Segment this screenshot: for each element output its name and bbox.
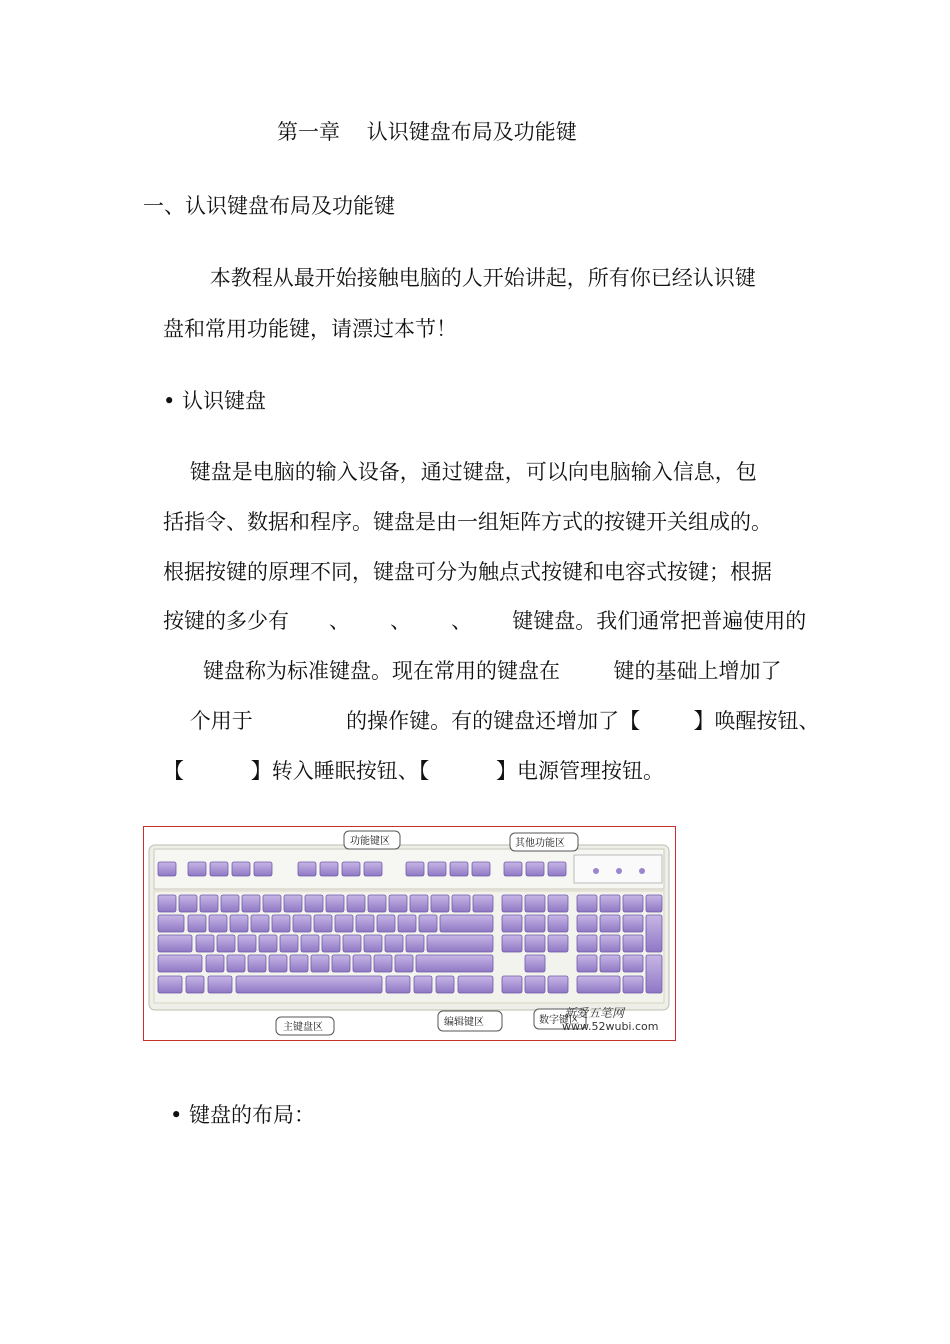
watermark-text: 新爱五笔网 [564,1006,625,1020]
watermark-url: www.52wubi.com [562,1020,659,1033]
callout-main-keyboard: 主键盘区 [283,1022,323,1033]
body-line-2: 括指令、数据和程序。键盘是由一组矩阵方式的按键开关组成的。 [163,510,772,534]
section-title: 一、认识键盘布局及功能键 [143,194,395,218]
body-line-5: 键盘称为标准键盘。现在常用的键盘在 键的基础上增加了 [163,659,782,683]
body-line-7: 【 】转入睡眠按钮、【 】电源管理按钮。 [163,759,665,783]
callout-function-keys: 功能键区 [350,836,390,847]
chapter-title: 第一章 认识键盘布局及功能键 [277,120,577,144]
bullet-keyboard-layout: • 键盘的布局： [170,1103,316,1127]
callout-numeric-keys: 数字键区 [539,1015,579,1026]
intro-line-2: 盘和常用功能键，请漂过本节！ [163,317,457,341]
body-line-6: 个用于 的操作键。有的键盘还增加了【 】唤醒按钮、 [163,709,820,733]
body-line-4: 按键的多少有 、 、 、 键键盘。我们通常把普遍使用的 [163,609,807,633]
keyboard-figure [143,826,676,1041]
body-line-1: 键盘是电脑的输入设备，通过键盘，可以向电脑输入信息，包 [163,460,757,484]
bullet-recognize-keyboard: • 认识键盘 [163,389,267,413]
body-line-3: 根据按键的原理不同，键盘可分为触点式按键和电容式按键；根据 [163,560,772,584]
keyboard-layout-image [144,827,675,1040]
intro-line-1: 本教程从最开始接触电脑的人开始讲起，所有你已经认识键 [183,266,756,290]
callout-other-function: 其他功能区 [515,838,565,849]
callout-edit-keys: 编辑键区 [444,1017,484,1028]
